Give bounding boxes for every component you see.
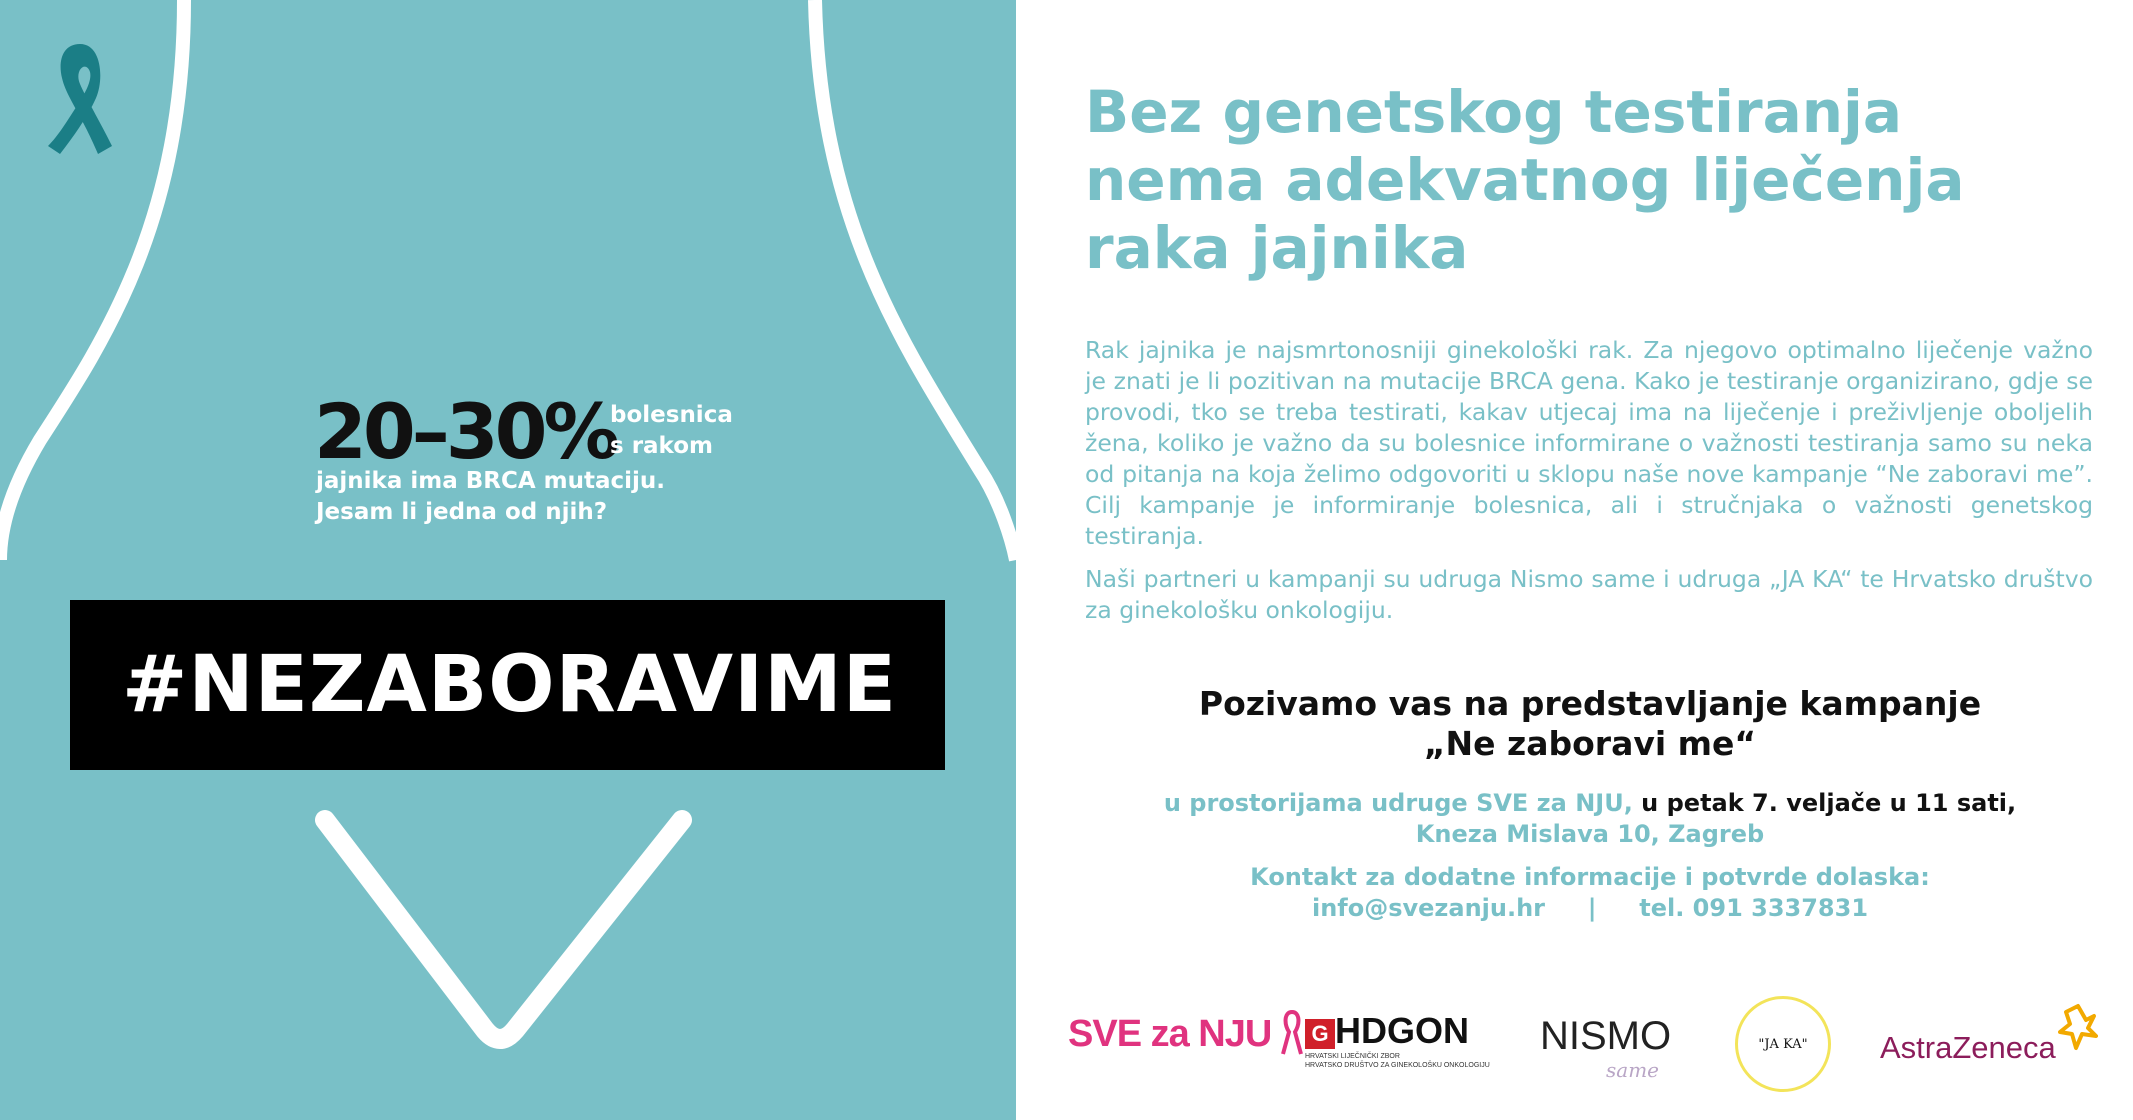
hdgon-sub1: HRVATSKI LIJEČNIČKI ZBOR: [1305, 1053, 1400, 1060]
stat-side-text: [610, 400, 733, 462]
pink-ribbon-icon: [1281, 1010, 1303, 1056]
date-text: u petak 7. veljače u 11 sati,: [1632, 789, 2017, 817]
email-link[interactable]: info@svezanju.hr: [1311, 894, 1546, 922]
awareness-ribbon-icon: [40, 38, 120, 160]
invitation-heading: [1085, 684, 2095, 764]
address-text: Kneza Mislava 10, Zagreb: [1415, 820, 1765, 848]
invite-line1: Pozivamo vas na predstavljanje kampanje: [1198, 684, 1982, 723]
event-details: [1085, 788, 2095, 924]
stat-side-line1: bolesnica: [610, 402, 733, 428]
astrazeneca-logo-text: AstraZeneca: [1880, 1030, 2056, 1065]
phone-link[interactable]: tel. 091 3337831: [1639, 894, 1869, 922]
nismo-same-logo: [1540, 1014, 1672, 1082]
body-paragraph-2: Naši partneri u kampanji su udruga Nismo same i udruga „JA KA“ te Hrvatsko društvo za ginekološku onkologiju.: [1085, 565, 2093, 624]
headline-line2: nema adekvatnog liječenja: [1085, 146, 1965, 214]
silhouette-shape: [0, 0, 1016, 1120]
jaka-logo: [1735, 996, 1831, 1092]
partner-logos: [1060, 990, 2110, 1100]
contact-separator: |: [1587, 894, 1597, 922]
stat-side-line2: s rakom: [610, 433, 714, 459]
body-text: [1085, 335, 2093, 638]
jaka-logo-text: "JA KA": [1758, 1036, 1808, 1052]
headline-line1: Bez genetskog testiranja: [1085, 78, 1903, 146]
nismo-logo-text: NISMO: [1540, 1014, 1672, 1058]
hdgon-logo: [1305, 1010, 1490, 1070]
hashtag-banner: [70, 600, 945, 770]
hdgon-logo-main: [1305, 1010, 1490, 1052]
hdgon-mark-icon: G: [1305, 1019, 1335, 1049]
venue-text: u prostorijama udruge SVE za NJU,: [1163, 789, 1633, 817]
hdgon-logo-text: HDGON: [1335, 1010, 1469, 1051]
astrazeneca-logo: [1880, 1030, 2056, 1066]
stat-percentage: 20–30%: [314, 387, 616, 476]
stat-line2: jajnika ima BRCA mutaciju.: [316, 468, 666, 494]
stat-line3: Jesam li jedna od njih?: [316, 499, 608, 525]
left-panel: [0, 0, 1016, 1120]
body-paragraph-1: Rak jajnika je najsmrtonosniji ginekološki rak. Za njegovo optimalno liječenje važno je znati je li pozitivan na mutacije BRCA gena. Kako je testiranje organizirano, gdje se provodi, tko se treba testirati, kakav utjecaj ima na liječenje i preživljenje oboljelih žena, koliko je važno da su bolesnice informirane o važnosti testiranja samo su neka od pitanja na koja želimo odgovoriti u sklopu naše nove kampanje “Ne zaboravi me”. Cilj kampanje je informiranje bolesnica, ali i stručnjaka o važnosti genetskog testiranja.: [1085, 336, 2093, 550]
hdgon-sub2: HRVATSKO DRUŠTVO ZA GINEKOLOŠKU ONKOLOGIJU: [1305, 1062, 1490, 1069]
chevron-down-icon: [325, 820, 682, 1039]
venue-date-row: [1085, 788, 2095, 819]
headline: [1085, 78, 2085, 282]
sve-za-nju-logo: [1068, 1010, 1303, 1056]
contact-label: Kontakt za dodatne informacije i potvrde dolaska:: [1250, 863, 1930, 891]
headline-line3: raka jajnika: [1085, 214, 1469, 282]
sve-logo-text: SVE za NJU: [1068, 1013, 1272, 1055]
astrazeneca-symbol-icon: [2058, 1002, 2098, 1052]
contact-row: [1085, 893, 2095, 924]
hashtag-text: #NEZABORAVIME: [122, 640, 898, 730]
same-logo-text: same: [1606, 1058, 1659, 1082]
invite-line2: „Ne zaboravi me“: [1423, 724, 1757, 763]
